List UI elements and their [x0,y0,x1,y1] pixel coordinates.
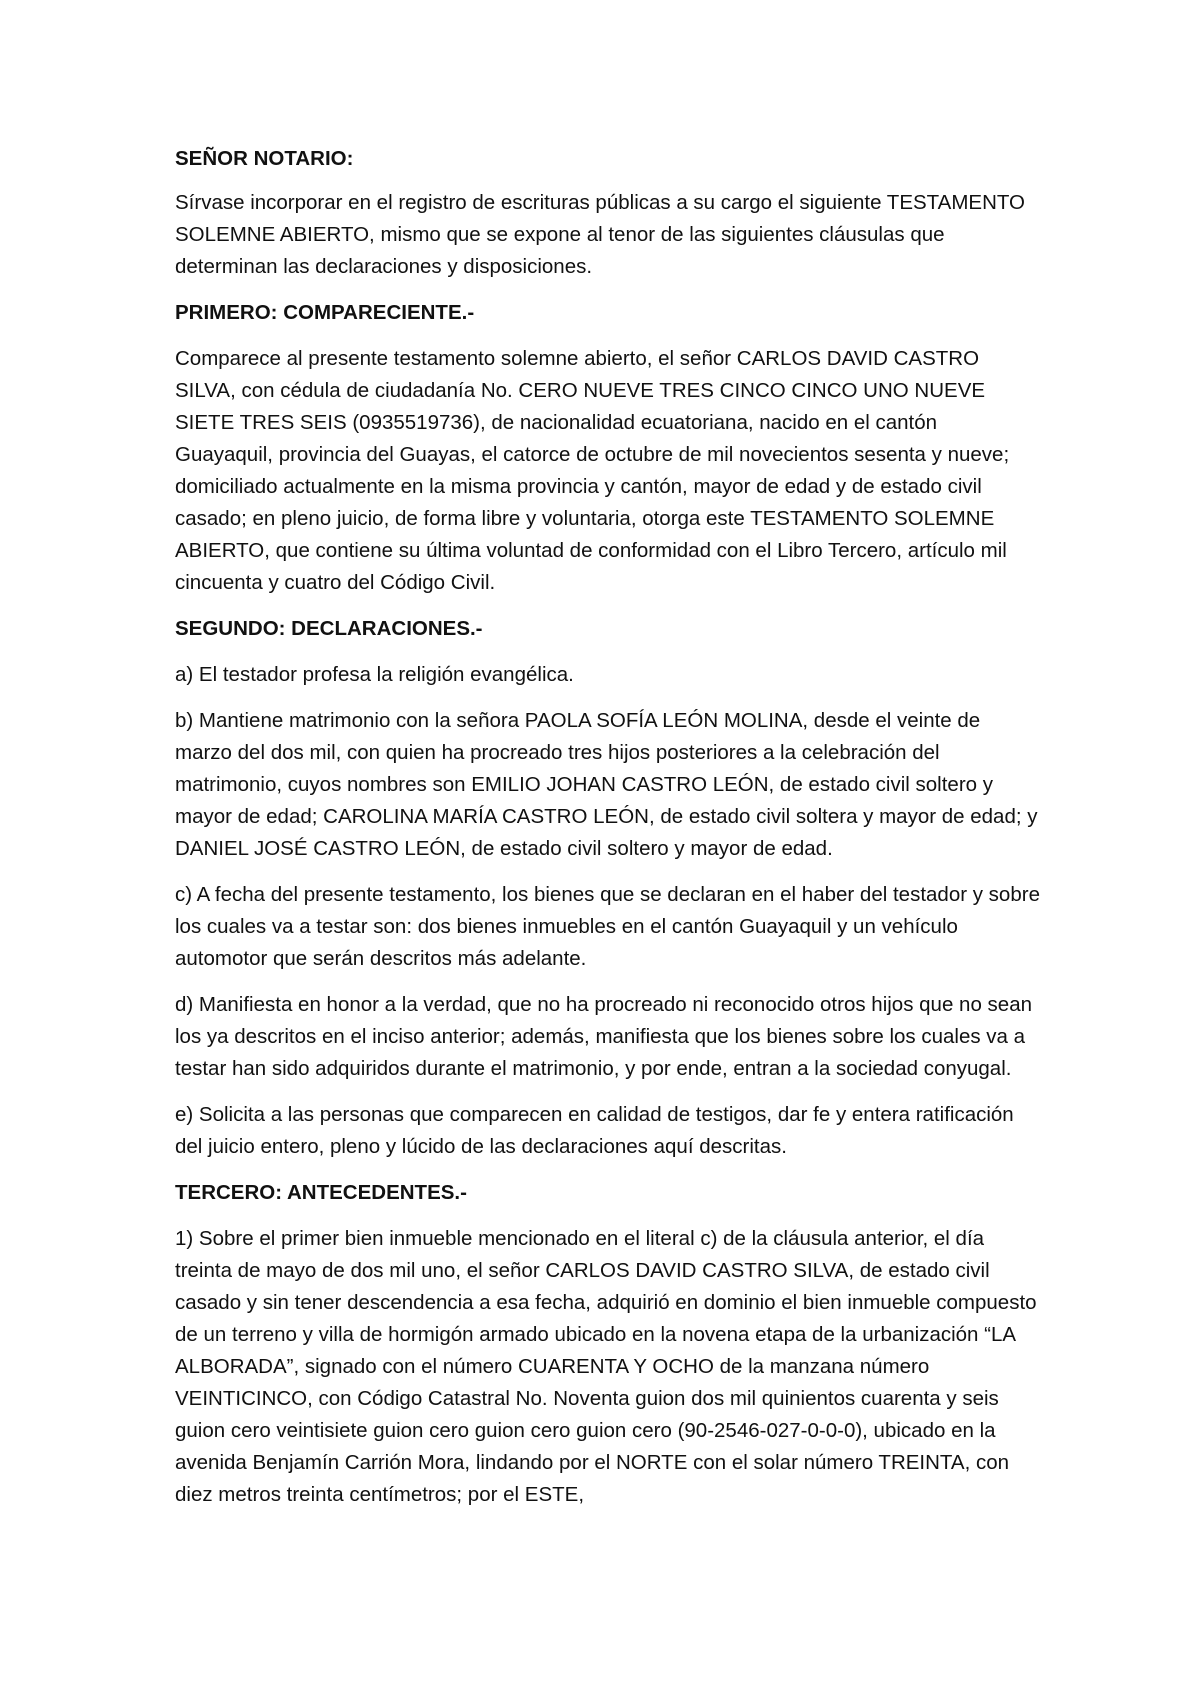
antecedent-item-1: 1) Sobre el primer bien inmueble mencionado en el literal c) de la cláusula anterior, el día treinta de mayo de dos mil uno, el señor CARLOS DAVID CASTRO SILVA, de estado civil casado y sin tener descendencia a esa fecha, adquirió en dominio el bien inmueble compuesto de un terreno y villa de hormigón armado ubicado en la novena etapa de la urbanización “LA ALBORADA”, signado con el número CUARENTA Y OCHO de la manzana número VEINTICINCO, con Código Catastral No. Noventa guion dos mil quinientos cuarenta y seis guion cero veintisiete guion cero guion cero guion cero (90-2546-027-0-0-0), ubicado en la avenida Benjamín Carrión Mora, lindando por el NORTE con el solar número TREINTA, con diez metros treinta centímetros; por el ESTE, [175,1227,1037,1506]
declaration-item-a: a) El testador profesa la religión evangélica. [175,663,574,686]
declaration-item-c: c) A fecha del presente testamento, los bienes que se declaran en el haber del testador y sobre los cuales va a testar son: dos bienes inmuebles en el cantón Guayaquil y un vehículo automotor que serán descritos más adelante. [175,883,1040,970]
section-heading-primero: PRIMERO: COMPARECIENTE.- [175,301,475,324]
declaration-item-d: d) Manifiesta en honor a la verdad, que no ha procreado ni reconocido otros hijos que no sean los ya descritos en el inciso anterior; además, manifiesta que los bienes sobre los cuales va a testar han sido adquiridos durante el matrimonio, y por ende, entran a la sociedad conyugal. [175,993,1033,1080]
section-heading-tercero: TERCERO: ANTECEDENTES.- [175,1181,467,1204]
declaration-item-b: b) Mantiene matrimonio con la señora PAOLA SOFÍA LEÓN MOLINA, desde el veinte de marzo del dos mil, con quien ha procreado tres hijos posteriores a la celebración del matrimonio, cuyos nombres son EMILIO JOHAN CASTRO LEÓN, de estado civil soltero y mayor de edad; CAROLINA MARÍA CASTRO LEÓN, de estado civil soltera y mayor de edad; y DANIEL JOSÉ CASTRO LEÓN, de estado civil soltero y mayor de edad. [175,709,1038,860]
intro-paragraph: Sírvase incorporar en el registro de escrituras públicas a su cargo el siguiente TESTAMENTO SOLEMNE ABIERTO, mismo que se expone al tenor de las siguientes cláusulas que determinan las declaraciones y disposiciones. [175,191,1025,278]
declaration-item-e: e) Solicita a las personas que comparecen en calidad de testigos, dar fe y entera ratificación del juicio entero, pleno y lúcido de las declaraciones aquí descritas. [175,1103,1014,1158]
greeting-heading: SEÑOR NOTARIO: [175,147,354,170]
document-page [175,143,1040,1525]
section-body-primero: Comparece al presente testamento solemne abierto, el señor CARLOS DAVID CASTRO SILVA, con cédula de ciudadanía No. CERO NUEVE TRES CINCO CINCO UNO NUEVE SIETE TRES SEIS (0935519736), de nacionalidad ecuatoriana, nacido en el cantón Guayaquil, provincia del Guayas, el catorce de octubre de mil novecientos sesenta y nueve; domiciliado actualmente en la misma provincia y cantón, mayor de edad y de estado civil casado; en pleno juicio, de forma libre y voluntaria, otorga este TESTAMENTO SOLEMNE ABIERTO, que contiene su última voluntad de conformidad con el Libro Tercero, artículo mil cincuenta y cuatro del Código Civil. [175,347,1010,594]
section-heading-segundo: SEGUNDO: DECLARACIONES.- [175,617,483,640]
